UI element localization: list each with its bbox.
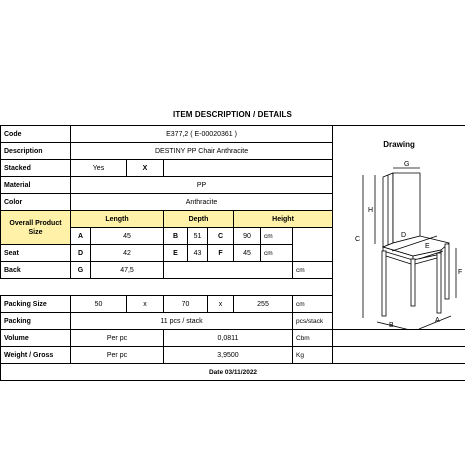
drawing-title: Drawing [383, 140, 415, 149]
packing-size-x2: x [208, 296, 234, 313]
code-row [1, 126, 465, 143]
packing-label: Packing [1, 313, 71, 330]
drawing-label-b: B [389, 322, 394, 329]
dim-f-letter: F [208, 245, 234, 262]
code-label: Code [1, 126, 71, 143]
material-label: Material [1, 177, 71, 194]
dim-f-value: 45 [234, 245, 261, 262]
color-label: Color [1, 194, 71, 211]
volume-unit: Cbm [293, 330, 333, 347]
stacked-empty [164, 160, 333, 177]
drawing-label-c: C [355, 236, 361, 243]
dim-d-letter: D [71, 245, 91, 262]
packing-size-2: 70 [164, 296, 208, 313]
back-label: Back [1, 262, 71, 279]
color-value: Anthracite [71, 194, 333, 211]
length-header: Length [71, 211, 164, 228]
back-empty [164, 262, 293, 279]
dim-c-letter: C [208, 228, 234, 245]
packing-size-1: 50 [71, 296, 127, 313]
weight-value: 3,9500 [164, 347, 293, 364]
overall-unit: cm [261, 228, 293, 245]
packing-size-x1: x [127, 296, 164, 313]
drawing-label-g: G [404, 161, 410, 168]
weight-per: Per pc [71, 347, 164, 364]
dim-d-value: 42 [91, 245, 164, 262]
volume-row [1, 330, 465, 347]
weight-unit: Kg [293, 347, 333, 364]
seat-unit: cm [261, 245, 293, 262]
packing-size-label: Packing Size [1, 296, 71, 313]
drawing-label-h: H [368, 207, 374, 214]
description-label: Description [1, 143, 71, 160]
description-value: DESTINY PP Chair Anthracite [71, 143, 333, 160]
seat-label: Seat [1, 245, 71, 262]
chair-drawing [333, 126, 465, 330]
drawing-cell [333, 126, 465, 330]
item-details-table [0, 125, 465, 381]
stacked-label: Stacked [1, 160, 71, 177]
dim-b-value: 51 [188, 228, 208, 245]
volume-per: Per pc [71, 330, 164, 347]
date-footer: Date 03/11/2022 [1, 364, 465, 381]
packing-size-unit: cm [293, 296, 333, 313]
dim-a-value: 45 [91, 228, 164, 245]
height-header: Height [234, 211, 333, 228]
page-title: ITEM DESCRIPTION / DETAILS [173, 110, 292, 119]
drawing-bottom-spacer-2 [333, 347, 465, 364]
dim-e-value: 43 [188, 245, 208, 262]
back-unit: cm [293, 262, 333, 279]
code-value: E377,2 ( E-00020361 ) [71, 126, 333, 143]
stacked-yes: Yes [71, 160, 127, 177]
packing-size-3: 255 [234, 296, 293, 313]
packing-unit: pcs/stack [293, 313, 333, 330]
drawing-bottom-spacer-1 [333, 330, 465, 347]
drawing-label-a: A [435, 317, 440, 324]
packing-value: 11 pcs / stack [71, 313, 293, 330]
dim-b-letter: B [164, 228, 188, 245]
depth-header: Depth [164, 211, 234, 228]
drawing-label-f: F [458, 269, 463, 276]
weight-row [1, 347, 465, 364]
volume-label: Volume [1, 330, 71, 347]
dim-e-letter: E [164, 245, 188, 262]
dim-g-value: 47,5 [91, 262, 164, 279]
material-value: PP [71, 177, 333, 194]
drawing-label-e: E [425, 243, 430, 250]
stacked-mark: X [127, 160, 164, 177]
dim-g-letter: G [71, 262, 91, 279]
weight-label: Weight / Gross [1, 347, 71, 364]
dim-a-letter: A [71, 228, 91, 245]
drawing-label-d: D [401, 232, 407, 239]
dim-c-value: 90 [234, 228, 261, 245]
spacer [1, 279, 333, 296]
date-row [1, 364, 465, 381]
volume-value: 0,0811 [164, 330, 293, 347]
overall-size-label: Overall Product Size [1, 211, 71, 245]
